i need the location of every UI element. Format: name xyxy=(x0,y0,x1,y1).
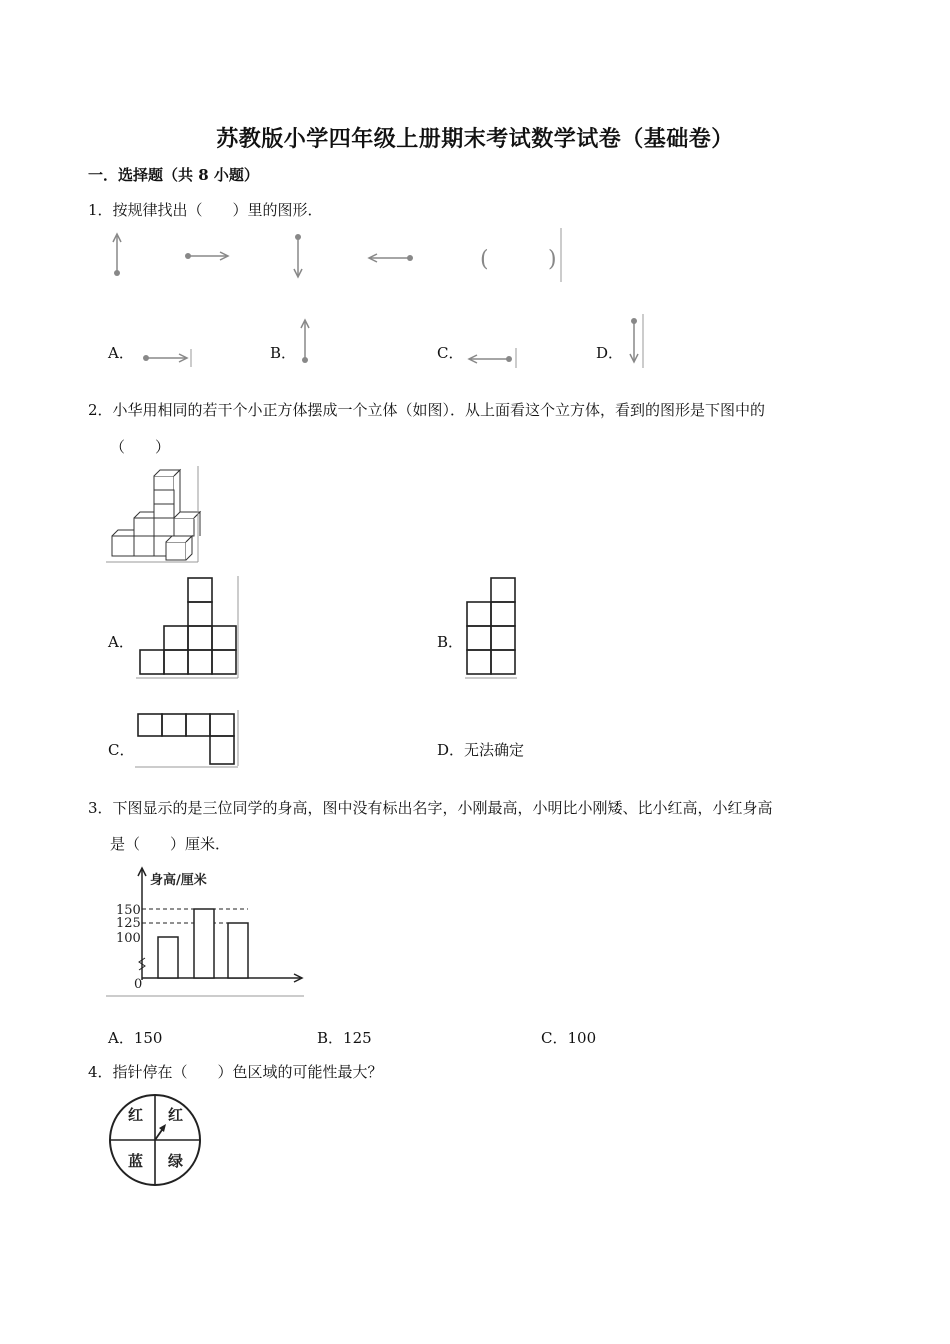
question-1-text: 1．按规律找出（ ）里的图形． xyxy=(88,201,323,219)
q3-option-b[interactable]: B．125 xyxy=(317,1029,372,1047)
q1-option-d[interactable]: D． xyxy=(596,344,624,362)
q3-option-c[interactable]: C．100 xyxy=(541,1029,597,1047)
chart-bar xyxy=(158,937,178,978)
region-label-top-right: 红 xyxy=(168,1106,184,1124)
q1-option-c[interactable]: C． xyxy=(437,344,464,362)
question-3-text-line1: 3．下图显示的是三位同学的身高，图中没有标出名字，小刚最高，小明比小刚矮、比小红高，小红身高 xyxy=(88,799,773,817)
chart-tick-100: 100 xyxy=(116,931,141,946)
blank-paren-left: ( xyxy=(480,247,489,272)
q2-option-d[interactable]: D．无法确定 xyxy=(437,741,525,759)
q1-option-a[interactable]: A． xyxy=(108,344,134,362)
q2-option-c[interactable]: C． xyxy=(108,741,135,759)
q2-option-a[interactable]: A． xyxy=(108,633,134,651)
region-label-bottom-left: 蓝 xyxy=(128,1152,144,1170)
q2-option-c-figure[interactable] xyxy=(135,710,241,768)
q1-sequence-figure xyxy=(100,226,570,286)
q3-option-a[interactable]: A．150 xyxy=(108,1029,163,1047)
arrow-left-icon xyxy=(369,254,413,262)
q1-option-d-figure[interactable] xyxy=(624,313,648,369)
q2-cube-stack-figure xyxy=(106,466,202,564)
q1-option-b-figure[interactable] xyxy=(296,316,316,366)
chart-tick-150: 150 xyxy=(116,903,141,918)
chart-bar xyxy=(194,909,214,978)
region-label-bottom-right: 绿 xyxy=(168,1152,184,1170)
q1-option-b[interactable]: B． xyxy=(270,344,297,362)
q1-option-a-figure[interactable] xyxy=(138,345,194,367)
q2-option-b-figure[interactable] xyxy=(465,576,519,680)
question-2-text-line2: （ ） xyxy=(110,438,171,456)
chart-ylabel: 身高/厘米 xyxy=(150,873,207,888)
region-label-top-left: 红 xyxy=(128,1106,144,1124)
q3-height-bar-chart xyxy=(106,864,308,998)
arrow-up-icon xyxy=(113,234,121,276)
chart-bar xyxy=(228,923,248,978)
q2-option-b[interactable]: B． xyxy=(437,633,464,651)
q2-option-a-figure[interactable] xyxy=(136,576,240,680)
q1-option-c-figure[interactable] xyxy=(464,344,520,368)
arrow-right-icon xyxy=(185,252,228,260)
question-2-text-line1: 2．小华用相同的若干个小正方体摆成一个立体（如图）．从上面看这个立方体，看到的图形是下图中的 xyxy=(88,401,766,419)
blank-paren-right: ) xyxy=(548,247,557,272)
question-3-text-line2: 是（ ）厘米． xyxy=(110,835,231,853)
question-4-text: 4．指针停在（ ）色区域的可能性最大？ xyxy=(88,1063,383,1081)
chart-tick-125: 125 xyxy=(116,916,141,931)
section-heading: 一．选择题（共 8 小题） xyxy=(88,166,259,184)
page-title: 苏教版小学四年级上册期末考试数学试卷（基础卷） xyxy=(216,126,734,152)
chart-tick-0: 0 xyxy=(134,977,143,992)
arrow-down-icon xyxy=(294,234,302,277)
q4-spinner-figure xyxy=(106,1094,204,1186)
